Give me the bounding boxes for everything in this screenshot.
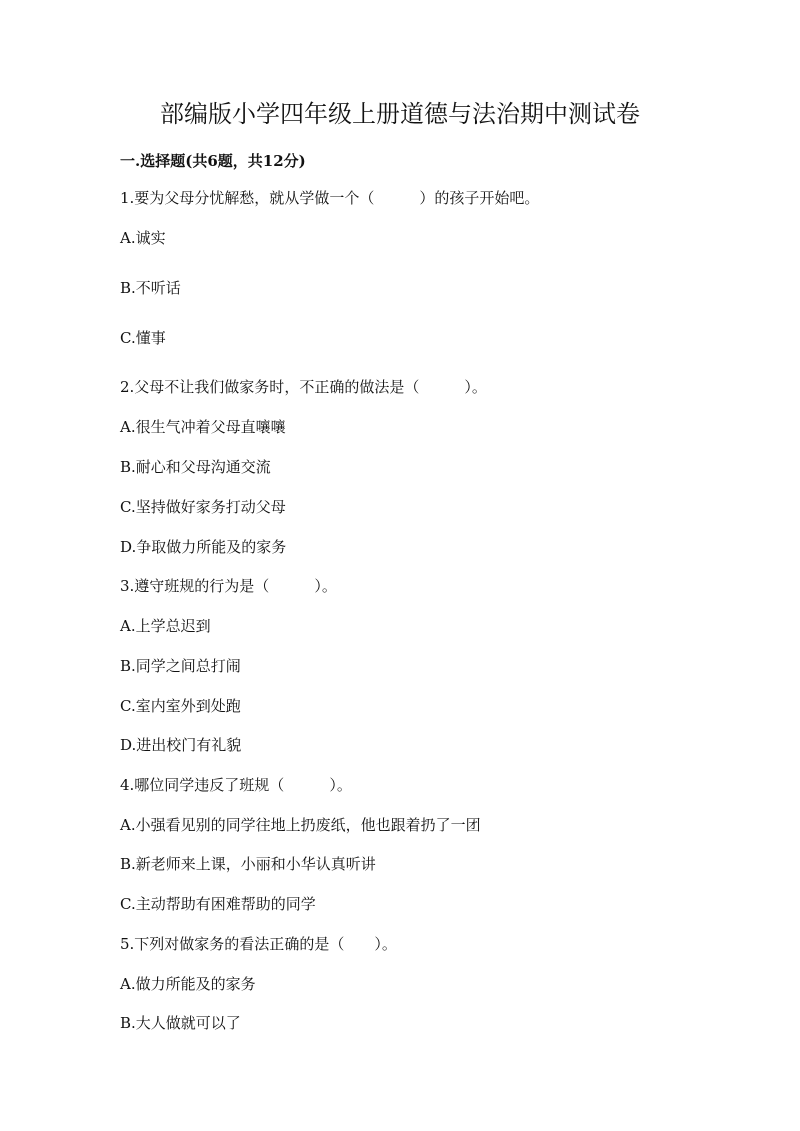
question-4-option-b: B.新老师来上课，小丽和小华认真听讲 <box>120 855 376 873</box>
question-1-option-b: B.不听话 <box>120 279 181 297</box>
question-1-option-a: A.诚实 <box>120 229 166 247</box>
question-3-option-d: D.进出校门有礼貌 <box>120 736 242 754</box>
question-5-option-b: B.大人做就可以了 <box>120 1014 241 1032</box>
question-2-option-d: D.争取做力所能及的家务 <box>120 538 287 556</box>
question-5-option-a: A.做力所能及的家务 <box>120 975 256 993</box>
question-2-option-a: A.很生气冲着父母直嚷嚷 <box>120 418 286 436</box>
question-2-option-b: B.耐心和父母沟通交流 <box>120 458 271 476</box>
question-1-option-c: C.懂事 <box>120 329 166 347</box>
question-4-option-a: A.小强看见别的同学往地上扔废纸，他也跟着扔了一团 <box>120 816 481 834</box>
question-2-option-c: C.坚持做好家务打动父母 <box>120 498 286 516</box>
question-1-stem: 1.要为父母分忧解愁，就从学做一个（ ）的孩子开始吧。 <box>120 189 540 207</box>
page-title: 部编版小学四年级上册道德与法治期中测试卷 <box>160 100 640 128</box>
question-3-option-c: C.室内室外到处跑 <box>120 697 241 715</box>
question-3-option-a: A.上学总迟到 <box>120 617 211 635</box>
section-heading: 一.选择题(共6题，共12分) <box>120 152 306 170</box>
question-4-option-c: C.主动帮助有困难帮助的同学 <box>120 895 316 913</box>
question-2-stem: 2.父母不让我们做家务时，不正确的做法是（ ）。 <box>120 378 487 396</box>
question-4-stem: 4.哪位同学违反了班规（ ）。 <box>120 776 352 794</box>
question-3-stem: 3.遵守班规的行为是（ ）。 <box>120 577 337 595</box>
question-3-option-b: B.同学之间总打闹 <box>120 657 241 675</box>
question-5-stem: 5.下列对做家务的看法正确的是（ ）。 <box>120 935 397 953</box>
